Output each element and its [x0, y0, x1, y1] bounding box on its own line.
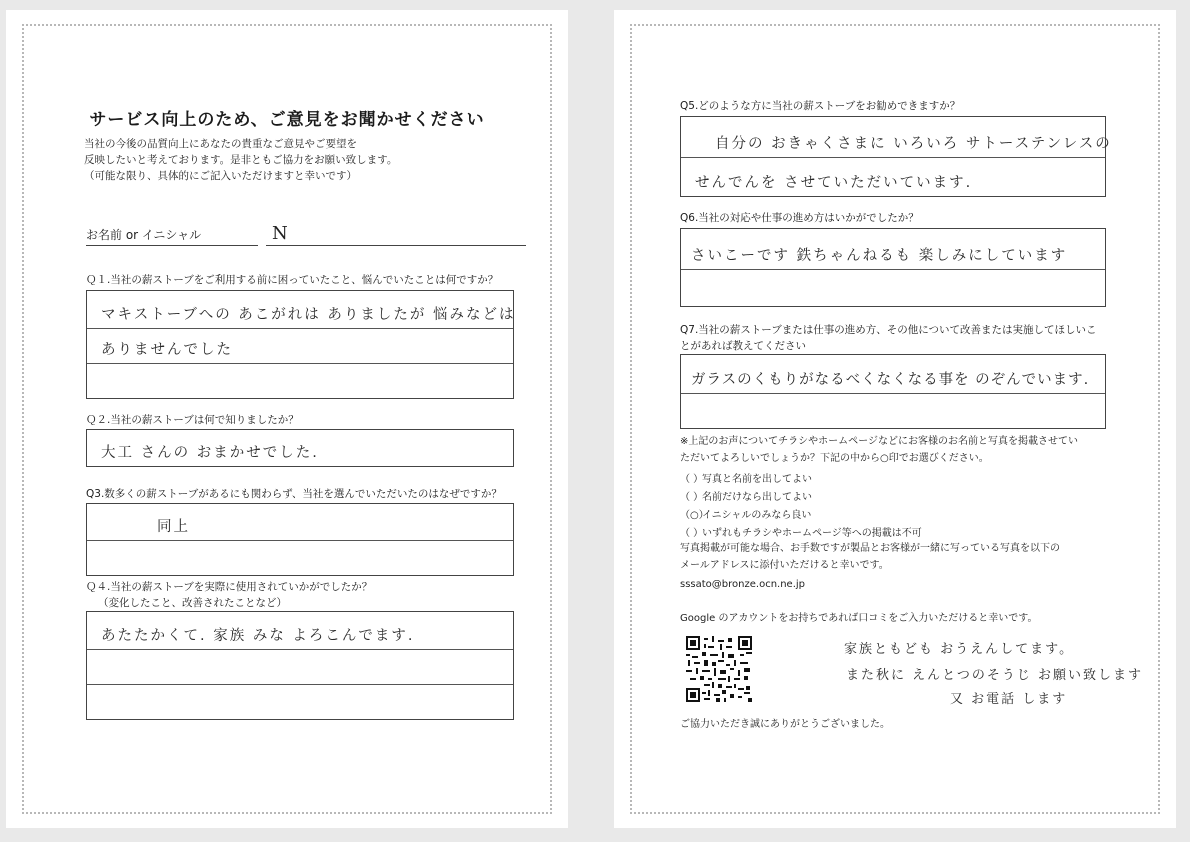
consent-option[interactable]: [680, 488, 812, 503]
answer-line: [87, 685, 513, 719]
handwritten-answer: マキストーブへの あこがれは ありましたが 悩みなどは: [101, 307, 516, 323]
answer-line: [681, 270, 1105, 306]
handwritten-answer: さいこーです 鉄ちゃんねるも 楽しみにしています: [691, 248, 1068, 264]
handwritten-answer: 同上: [157, 519, 190, 535]
option-mark: （○）: [680, 510, 709, 521]
q3-question: Q3.数多くの薪ストーブがあるにも関わらず、当社を選んでいただいたのはなぜですか？: [86, 488, 502, 500]
handwritten-answer: ガラスのくもりがなるべくなくなる事を のぞんでいます.: [691, 372, 1090, 388]
name-value: N: [272, 223, 288, 244]
q1-answer-box[interactable]: [86, 290, 514, 399]
thanks-text: ご協力いただき誠にありがとうございました。: [680, 719, 890, 730]
answer-line: [87, 329, 513, 364]
google-review-note: Google のアカウントをお持ちであれば口コミをご入力いただけると幸いです。: [680, 613, 1038, 624]
handwritten-note-line: また秋に えんとつのそうじ お願い致します: [846, 668, 1144, 683]
option-label: イニシャルのみなら良い: [702, 510, 812, 521]
q7-question-line: とがあれば教えてください: [680, 340, 806, 352]
photo-note: [680, 540, 1060, 574]
option-mark: （ ）: [680, 474, 704, 485]
answer-line: [87, 612, 513, 650]
q7-question-line: Q7.当社の薪ストーブまたは仕事の進め方、その他について改善または実施してほしいこ: [680, 324, 1097, 336]
answer-line: [87, 430, 513, 466]
handwritten-note-line: 家族ともども おうえんしてます。: [844, 642, 1075, 657]
consent-option[interactable]: [680, 470, 812, 485]
name-underline: [266, 245, 526, 246]
option-label: 写真と名前を出してよい: [702, 474, 812, 485]
q6-question: Q6.当社の対応や仕事の進め方はいかがでしたか？: [680, 212, 919, 224]
handwritten-answer: ありませんでした: [101, 342, 233, 358]
q7-answer-box[interactable]: [680, 354, 1106, 429]
q2-answer-box[interactable]: [86, 429, 514, 467]
consent-note: [680, 433, 1078, 467]
answer-line: [681, 158, 1105, 196]
handwritten-answer: 自分の おきゃくさまに いろいろ サトーステンレスの: [715, 136, 1112, 152]
q3-answer-box[interactable]: [86, 503, 514, 576]
q5-question: Q5.どのような方に当社の薪ストーブをお勧めできますか？: [680, 100, 961, 112]
intro-line: 当社の今後の品質向上にあなたの貴重なご意見やご要望を: [84, 138, 357, 150]
handwritten-answer: あたたかくて. 家族 みな よろこんでます.: [101, 628, 415, 644]
answer-line: [681, 117, 1112, 158]
answer-line: [87, 650, 513, 685]
option-mark: （ ）: [680, 492, 704, 503]
q1-question: Ｑ１.当社の薪ストーブをご利用する前に困っていたこと、悩んでいたことは何ですか？: [86, 274, 499, 286]
consent-option-selected[interactable]: [680, 506, 811, 521]
handwritten-answer: 大工 さんの おまかせでした.: [101, 445, 319, 461]
option-mark: （ ）: [680, 528, 704, 539]
q4-subnote: （変化したこと、改善されたことなど）: [98, 597, 287, 609]
intro-text: [84, 136, 524, 184]
answer-line: [87, 541, 513, 575]
page-title: サービス向上のため、ご意見をお聞かせください: [89, 110, 485, 130]
answer-line: [87, 291, 516, 329]
qr-code-icon[interactable]: [686, 636, 752, 702]
handwritten-note-line: 又 お電話 します: [950, 692, 1068, 707]
name-field[interactable]: [86, 222, 526, 246]
option-label: いずれもチラシやホームページ等への掲載は不可: [702, 528, 922, 539]
answer-line: [681, 394, 1105, 428]
note-line: 写真掲載が可能な場合、お手数ですが製品とお客様が一緒に写っている写真を以下の: [680, 543, 1060, 554]
consent-option[interactable]: [680, 524, 922, 539]
answer-line: [87, 364, 513, 398]
q4-question: Ｑ４.当社の薪ストーブを実際に使用されていかがでしたか？: [86, 581, 373, 593]
answer-line: [681, 355, 1105, 394]
handwritten-answer: せんでんを させていただいています.: [695, 175, 973, 191]
q6-answer-box[interactable]: [680, 228, 1106, 307]
option-label: 名前だけなら出してよい: [702, 492, 812, 503]
survey-page-right: [614, 10, 1176, 828]
email-address[interactable]: sssato@bronze.ocn.ne.jp: [680, 579, 805, 590]
note-line: ※上記のお声についてチラシやホームページなどにお客様のお名前と写真を掲載させてい: [680, 436, 1078, 447]
note-line: メールアドレスに添付いただけると幸いです。: [680, 560, 889, 571]
answer-line: [681, 229, 1105, 270]
note-line: ただいてよろしいでしょうか？下記の中から○印でお選びください。: [680, 453, 989, 464]
name-label: お名前 or イニシャル: [86, 226, 258, 246]
q5-answer-box[interactable]: [680, 116, 1112, 197]
intro-line: 反映したいと考えております。是非ともご協力をお願い致します。: [84, 154, 398, 166]
answer-line: [87, 504, 513, 541]
survey-page-left: [6, 10, 568, 828]
intro-line: （可能な限り、具体的にご記入いただけますと幸いです）: [84, 170, 357, 182]
q2-question: Ｑ２.当社の薪ストーブは何で知りましたか？: [86, 414, 299, 426]
q4-answer-box[interactable]: [86, 611, 514, 720]
